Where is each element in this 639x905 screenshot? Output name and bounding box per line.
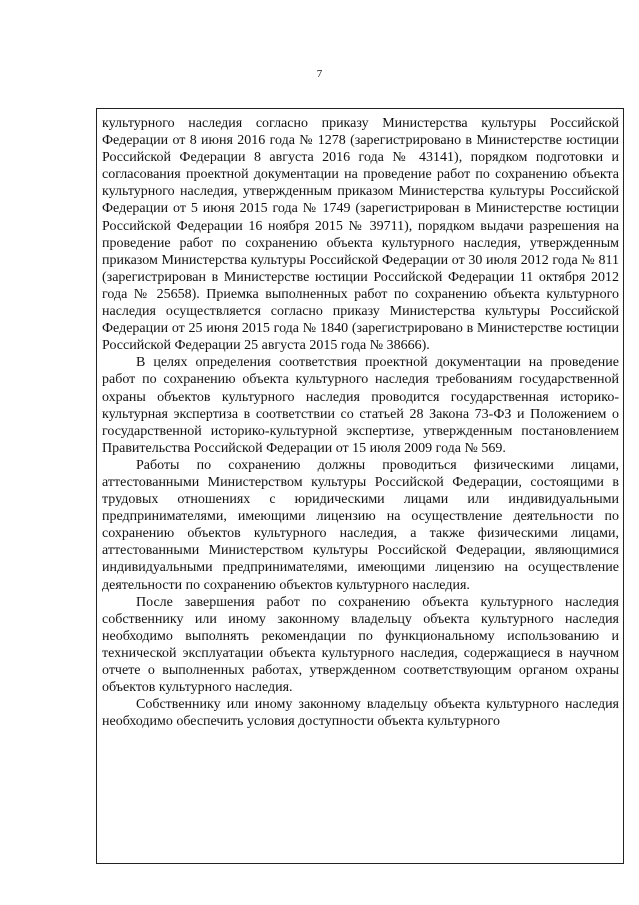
paragraph-after-completion: После завершения работ по сохранению объекта культурного наследия собственнику или иному законному владельцу объекта культурного наследия необходимо выполнять рекомендации по функциональному использованию и технической эксплуатации объекта культурного наследия, содержащиеся в научном отчете о выполненных работах, утвержденном соответствующим органом охраны объектов культурного наследия. bbox=[102, 594, 619, 696]
paragraph-continuation: культурного наследия согласно приказу Министерства культуры Российской Федерации от 8 июня 2016 года № 1278 (зарегистрировано в Министерстве юстиции Российской Федерации 8 августа 2016 года № 43141), порядком подготовки и согласования проектной документации на проведение работ по сохранению объекта культурного наследия, утвержденным приказом Министерства культуры Российской Федерации от 5 июня 2015 года № 1749 (зарегистрирован в Министерстве юстиции Российской Федерации 16 ноября 2015 № 39711), порядком выдачи разрешения на проведение работ по сохранению объекта культурного наследия, утвержденным приказом Министерства культуры Российской Федерации от 30 июля 2012 года № 811 (зарегистрирован в Министерстве юстиции Российской Федерации 11 октября 2012 года № 25658). Приемка выполненных работ по сохранению объекта культурного наследия осуществляется согласно приказу Министерства культуры Российской Федерации от 25 июня 2015 года № 1840 (зарегистрировано в Министерстве юстиции Российской Федерации 25 августа 2015 года № 38666). bbox=[102, 116, 619, 354]
paragraph-accessibility: Собственнику или иному законному владельцу объекта культурного наследия необходимо обеспечить условия доступности объекта культурного bbox=[102, 697, 619, 730]
document-body bbox=[97, 109, 623, 730]
paragraph-qualified-persons: Работы по сохранению должны проводиться физическими лицами, аттестованными Министерством культуры Российской Федерации, состоящими в трудовых отношениях с юридическими лицами или индивидуальными предпринимателями, имеющими лицензию на осуществление деятельности по сохранению объектов культурного наследия, а также физическими лицами, аттестованными Министерством культуры Российской Федерации, являющимися индивидуальными предпринимателями, имеющими лицензию на осуществление деятельности по сохранению объектов культурного наследия. bbox=[102, 457, 619, 593]
page-number: 7 bbox=[316, 68, 323, 80]
document-frame bbox=[96, 108, 624, 864]
paragraph-expertise: В целях определения соответствия проектной документации на проведение работ по сохранению объекта культурного наследия требованиям государственной охраны объектов культурного наследия проводится государственная историко-культурная экспертиза в соответствии со статьей 28 Закона 73-ФЗ и Положением о государственной историко-культурной экспертизе, утвержденным постановлением Правительства Российской Федерации от 15 июля 2009 года № 569. bbox=[102, 355, 619, 456]
